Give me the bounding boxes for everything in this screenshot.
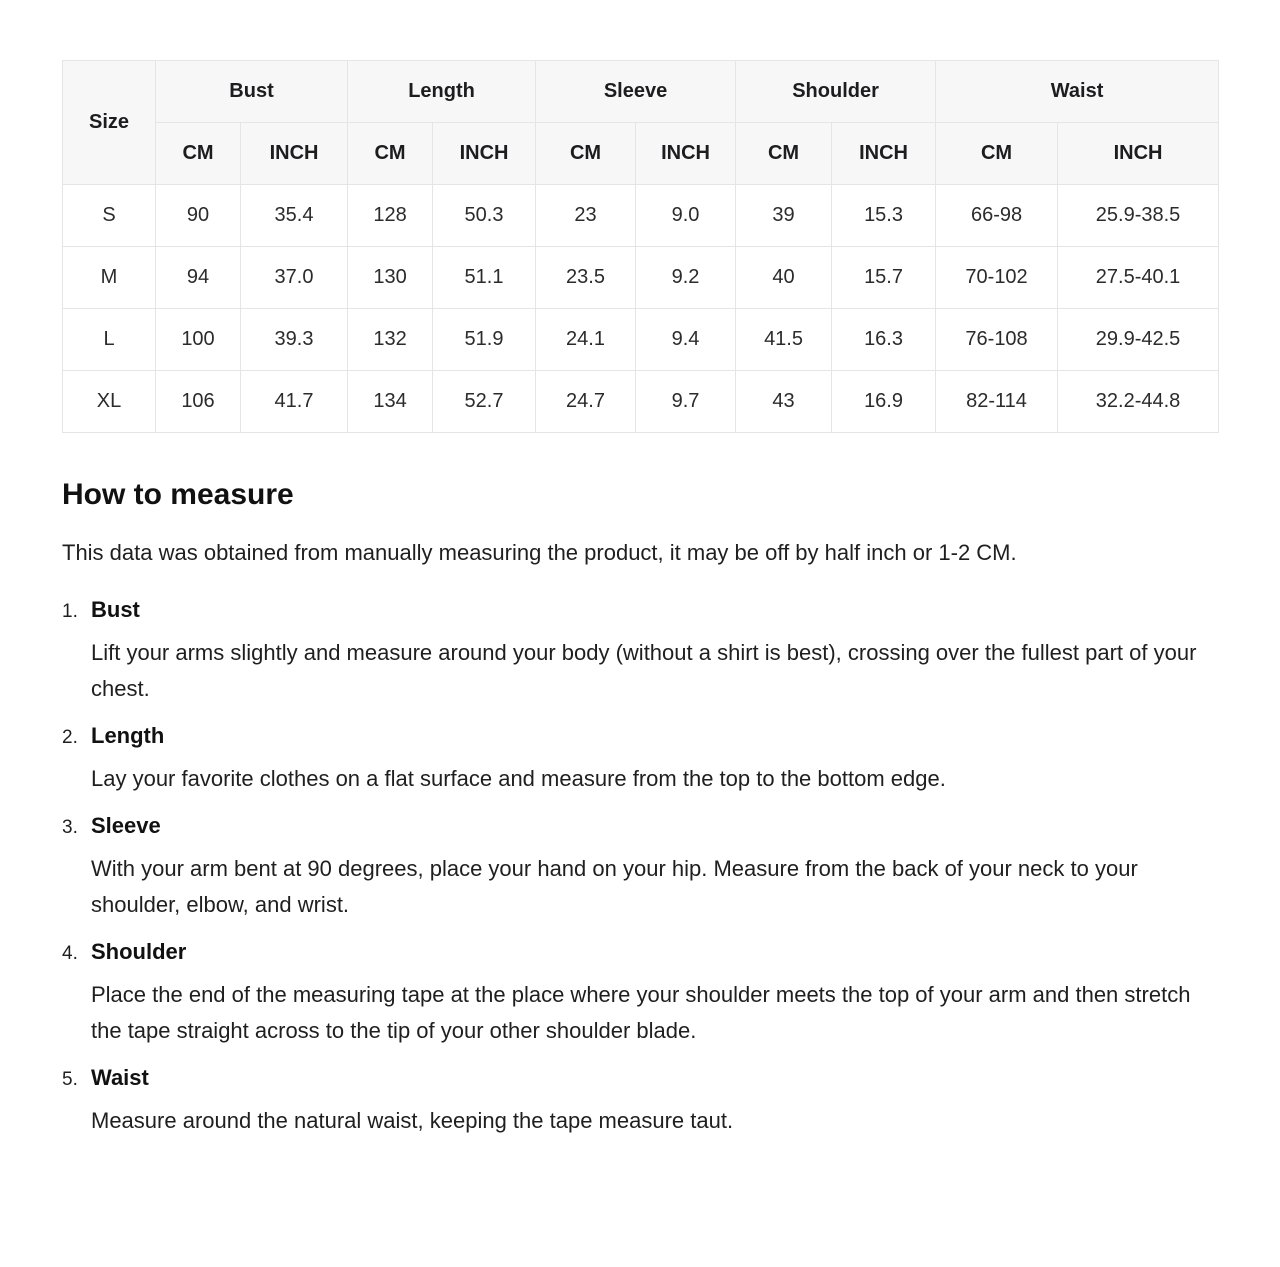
unit-header: CM xyxy=(736,123,832,185)
step-number: 1. xyxy=(62,601,78,622)
unit-header: INCH xyxy=(241,123,348,185)
step-term: Length xyxy=(91,723,165,748)
unit-header: INCH xyxy=(1058,123,1219,185)
table-cell: 70-102 xyxy=(936,247,1058,309)
size-row-xl xyxy=(63,371,1219,433)
step-term: Bust xyxy=(91,597,140,622)
group-header-waist: Waist xyxy=(936,61,1219,123)
table-cell: 51.9 xyxy=(433,309,536,371)
step-number: 3. xyxy=(62,817,78,838)
measure-step-sleeve xyxy=(62,809,1218,923)
table-cell: 35.4 xyxy=(241,185,348,247)
step-header xyxy=(62,719,1218,755)
table-cell: 52.7 xyxy=(433,371,536,433)
unit-header: CM xyxy=(348,123,433,185)
step-description: Place the end of the measuring tape at the place where your shoulder meets the top of your arm and then stretch the tape straight across to the tip of your other shoulder blade. xyxy=(91,982,1191,1043)
table-cell: 24.7 xyxy=(536,371,636,433)
unit-header: INCH xyxy=(636,123,736,185)
unit-header: INCH xyxy=(832,123,936,185)
table-cell: 134 xyxy=(348,371,433,433)
step-number: 4. xyxy=(62,943,78,964)
table-cell: 50.3 xyxy=(433,185,536,247)
table-cell: 32.2-44.8 xyxy=(1058,371,1219,433)
step-header xyxy=(62,809,1218,845)
table-cell: 24.1 xyxy=(536,309,636,371)
group-header-row xyxy=(63,61,1219,123)
table-cell: 15.3 xyxy=(832,185,936,247)
table-cell: 29.9-42.5 xyxy=(1058,309,1219,371)
step-header xyxy=(62,593,1218,629)
step-header xyxy=(62,1061,1218,1097)
step-description: Measure around the natural waist, keeping the tape measure taut. xyxy=(91,1108,734,1133)
size-label: XL xyxy=(63,371,156,433)
size-row-l xyxy=(63,309,1219,371)
table-cell: 16.9 xyxy=(832,371,936,433)
measure-step-length xyxy=(62,719,1218,797)
table-cell: 66-98 xyxy=(936,185,1058,247)
unit-header: CM xyxy=(936,123,1058,185)
size-row-m xyxy=(63,247,1219,309)
step-header xyxy=(62,935,1218,971)
table-cell: 39 xyxy=(736,185,832,247)
size-chart-table xyxy=(62,60,1219,433)
measure-step-waist xyxy=(62,1061,1218,1139)
table-cell: 43 xyxy=(736,371,832,433)
step-number: 5. xyxy=(62,1069,78,1090)
table-cell: 100 xyxy=(156,309,241,371)
table-cell: 39.3 xyxy=(241,309,348,371)
group-header-shoulder: Shoulder xyxy=(736,61,936,123)
step-description: Lift your arms slightly and measure around your body (without a shirt is best), crossing over the fullest part of your chest. xyxy=(91,640,1197,701)
size-label: L xyxy=(63,309,156,371)
table-cell: 51.1 xyxy=(433,247,536,309)
size-column-header: Size xyxy=(63,61,156,185)
table-cell: 76-108 xyxy=(936,309,1058,371)
step-number: 2. xyxy=(62,727,78,748)
table-cell: 94 xyxy=(156,247,241,309)
table-cell: 130 xyxy=(348,247,433,309)
table-cell: 16.3 xyxy=(832,309,936,371)
table-cell: 23 xyxy=(536,185,636,247)
step-term: Sleeve xyxy=(91,813,161,838)
table-cell: 27.5-40.1 xyxy=(1058,247,1219,309)
unit-header-row xyxy=(63,123,1219,185)
measure-step-shoulder xyxy=(62,935,1218,1049)
table-cell: 40 xyxy=(736,247,832,309)
unit-header: CM xyxy=(536,123,636,185)
table-cell: 132 xyxy=(348,309,433,371)
table-cell: 9.2 xyxy=(636,247,736,309)
table-cell: 9.0 xyxy=(636,185,736,247)
table-cell: 9.7 xyxy=(636,371,736,433)
table-cell: 25.9-38.5 xyxy=(1058,185,1219,247)
table-cell: 41.5 xyxy=(736,309,832,371)
table-cell: 37.0 xyxy=(241,247,348,309)
table-cell: 128 xyxy=(348,185,433,247)
measure-step-bust xyxy=(62,593,1218,707)
step-description: Lay your favorite clothes on a flat surface and measure from the top to the bottom edge. xyxy=(91,766,946,791)
step-term: Waist xyxy=(91,1065,149,1090)
size-row-s xyxy=(63,185,1219,247)
group-header-bust: Bust xyxy=(156,61,348,123)
table-cell: 106 xyxy=(156,371,241,433)
unit-header: CM xyxy=(156,123,241,185)
step-description: With your arm bent at 90 degrees, place your hand on your hip. Measure from the back of your neck to your shoulder, elbow, and wrist. xyxy=(91,856,1138,917)
step-term: Shoulder xyxy=(91,939,187,964)
table-cell: 9.4 xyxy=(636,309,736,371)
table-cell: 82-114 xyxy=(936,371,1058,433)
unit-header: INCH xyxy=(433,123,536,185)
intro-paragraph: This data was obtained from manually measuring the product, it may be off by half inch or 1-2 CM. xyxy=(62,540,1017,565)
size-label: M xyxy=(63,247,156,309)
table-cell: 23.5 xyxy=(536,247,636,309)
measure-steps-list xyxy=(62,593,1218,1139)
table-cell: 90 xyxy=(156,185,241,247)
size-label: S xyxy=(63,185,156,247)
table-cell: 41.7 xyxy=(241,371,348,433)
group-header-sleeve: Sleeve xyxy=(536,61,736,123)
group-header-length: Length xyxy=(348,61,536,123)
how-to-measure-heading: How to measure xyxy=(62,478,294,511)
table-cell: 15.7 xyxy=(832,247,936,309)
